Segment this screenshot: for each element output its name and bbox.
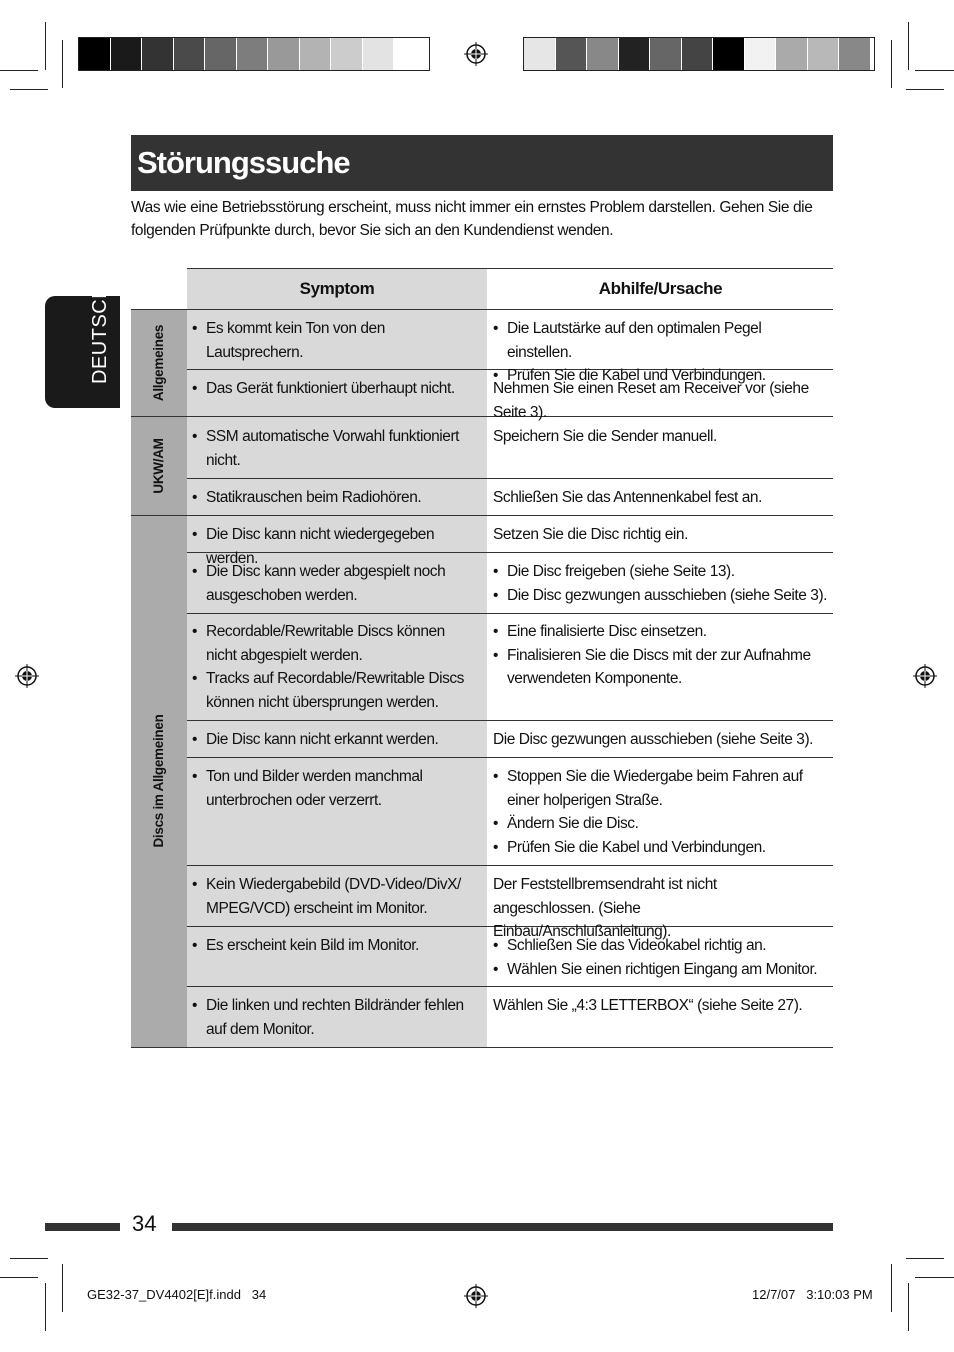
symptom-item: • SSM automatische Vorwahl funktioniert nicht. <box>192 425 467 472</box>
color-swatch <box>142 38 174 70</box>
symptom-item: • Die Disc kann nicht erkannt werden. <box>192 728 480 752</box>
remedy-item: • Ändern Sie die Disc. <box>493 812 828 836</box>
page-title: Störungssuche <box>137 145 350 180</box>
remedy-text: Der Feststellbremsendraht ist nicht angeschlossen. (Siehe Einbau/Anschlußanleitung). <box>493 876 717 940</box>
category-label-allgemeines: Allgemeines <box>151 324 166 402</box>
color-swatch <box>619 38 651 70</box>
symptom-cell <box>192 560 452 607</box>
remedy-text: Speichern Sie die Sender manuell. <box>493 428 717 445</box>
symptom-cell <box>192 486 480 510</box>
remedy-cell <box>493 620 811 691</box>
crop-mark <box>45 22 46 70</box>
color-calibration-bar-left <box>78 37 430 71</box>
file-info: GE32-37_DV4402[E]f.indd 34 <box>87 1287 267 1302</box>
color-swatch <box>556 38 588 70</box>
row-divider <box>187 757 833 758</box>
symptom-item: • Kein Wiedergabebild (DVD-Video/DivX/ MPEG/VCD) erscheint im Monitor. <box>192 873 467 920</box>
symptom-item: • Die Disc kann nicht wiedergegeben werden. <box>192 523 480 570</box>
symptom-item: • Die Disc kann weder abgespielt noch ausgeschoben werden. <box>192 560 452 607</box>
symptom-item: • Tracks auf Recordable/Rewritable Discs können nicht übersprungen werden. <box>192 667 474 714</box>
color-swatch <box>331 38 363 70</box>
crop-mark <box>915 1277 954 1278</box>
color-swatch <box>111 38 143 70</box>
row-divider <box>187 613 833 614</box>
remedy-cell <box>493 934 828 981</box>
remedy-text: Die Disc gezwungen ausschieben (siehe Seite 3). <box>493 731 814 748</box>
color-swatch <box>682 38 714 70</box>
intro-paragraph: Was wie eine Betriebsstörung erscheint, muss nicht immer ein ernstes Problem darstellen. Gehen Sie die folgenden Prüfpunkte durch, bevor Sie sich an den Kundendienst wenden. <box>131 199 813 239</box>
crop-mark <box>62 40 63 88</box>
registration-mark-icon <box>464 1284 488 1308</box>
footer-bar-left <box>45 1223 120 1231</box>
symptom-cell <box>192 934 480 958</box>
symptom-cell <box>192 994 480 1041</box>
color-swatch <box>524 38 556 70</box>
color-swatch <box>394 38 426 70</box>
print-timestamp: 12/7/07 3:10:03 PM <box>752 1287 873 1302</box>
color-swatch <box>79 38 111 70</box>
symptom-item: • Statikrauschen beim Radiohören. <box>192 486 480 510</box>
crop-mark <box>10 1258 48 1259</box>
crop-mark <box>906 1258 944 1259</box>
color-swatch <box>745 38 777 70</box>
color-swatch <box>587 38 619 70</box>
column-header-remedy: Abhilfe/Ursache <box>488 269 833 309</box>
color-swatch <box>776 38 808 70</box>
remedy-item: • Eine finalisierte Disc einsetzen. <box>493 620 811 644</box>
color-calibration-bar-right <box>523 37 875 71</box>
color-swatch <box>363 38 395 70</box>
remedy-cell <box>493 560 828 607</box>
remedy-item: • Schließen Sie das Videokabel richtig an. <box>493 934 828 958</box>
row-divider <box>187 720 833 721</box>
registration-mark-icon <box>464 42 488 66</box>
table-bottom-rule <box>131 1047 833 1048</box>
crop-mark <box>908 1283 909 1331</box>
row-divider <box>187 865 833 866</box>
remedy-text: Setzen Sie die Disc richtig ein. <box>493 526 688 543</box>
crop-mark <box>906 89 944 90</box>
color-swatch <box>808 38 840 70</box>
symptom-item: • Es erscheint kein Bild im Monitor. <box>192 934 480 958</box>
crop-mark <box>891 1264 892 1312</box>
crop-mark <box>10 89 48 90</box>
registration-mark-icon <box>15 664 39 688</box>
remedy-item: • Die Disc freigeben (siehe Seite 13). <box>493 560 828 584</box>
page-number: 34 <box>132 1211 157 1236</box>
category-label-discs: Discs im Allgemeinen <box>151 714 166 848</box>
crop-mark <box>0 1277 38 1278</box>
remedy-item: • Die Lautstärke auf den optimalen Pegel einstellen. <box>493 317 828 364</box>
language-tab-label: DEUTSCH <box>89 283 111 384</box>
remedy-cell <box>493 765 828 859</box>
color-swatch <box>839 38 871 70</box>
symptom-cell <box>192 765 437 812</box>
remedy-text: Nehmen Sie einen Reset am Receiver vor (siehe Seite 3). <box>493 380 809 421</box>
symptom-cell <box>192 620 474 714</box>
remedy-item: • Prüfen Sie die Kabel und Verbindungen. <box>493 364 828 388</box>
crop-mark <box>915 70 954 71</box>
symptom-item: • Ton und Bilder werden manchmal unterbrochen oder verzerrt. <box>192 765 437 812</box>
symptom-cell <box>192 728 480 752</box>
symptom-cell <box>192 377 480 401</box>
category-label-ukw-am: UKW/AM <box>151 438 166 494</box>
footer-bar-right <box>172 1223 833 1231</box>
color-swatch <box>300 38 332 70</box>
symptom-item: • Das Gerät funktioniert überhaupt nicht. <box>192 377 480 401</box>
remedy-item: • Die Disc gezwungen ausschieben (siehe Seite 3). <box>493 584 828 608</box>
color-swatch <box>713 38 745 70</box>
color-swatch <box>174 38 206 70</box>
remedy-item: • Finalisieren Sie die Discs mit der zur Aufnahme verwendeten Komponente. <box>493 644 811 691</box>
column-header-symptom: Symptom <box>187 269 487 309</box>
crop-mark <box>0 70 38 71</box>
color-swatch <box>650 38 682 70</box>
crop-mark <box>891 40 892 88</box>
remedy-item: • Stoppen Sie die Wiedergabe beim Fahren auf einer holperigen Straße. <box>493 765 828 812</box>
symptom-item: • Die linken und rechten Bildränder fehlen auf dem Monitor. <box>192 994 480 1041</box>
symptom-item: • Recordable/Rewritable Discs können nicht abgespielt werden. <box>192 620 474 667</box>
symptom-cell <box>192 425 467 472</box>
color-swatch <box>237 38 269 70</box>
crop-mark <box>45 1283 46 1331</box>
remedy-item: • Prüfen Sie die Kabel und Verbindungen. <box>493 836 828 860</box>
crop-mark <box>908 22 909 70</box>
color-swatch <box>205 38 237 70</box>
remedy-item: • Wählen Sie einen richtigen Eingang am Monitor. <box>493 958 828 982</box>
crop-mark <box>62 1264 63 1312</box>
row-divider <box>187 986 833 987</box>
row-divider <box>187 478 833 479</box>
symptom-cell <box>192 317 480 364</box>
remedy-text: Wählen Sie „4:3 LETTERBOX“ (siehe Seite 27). <box>493 997 803 1014</box>
registration-mark-icon <box>913 664 937 688</box>
remedy-text: Schließen Sie das Antennenkabel fest an. <box>493 489 762 506</box>
symptom-item: • Es kommt kein Ton von den Lautsprechern. <box>192 317 480 364</box>
row-divider <box>131 515 833 516</box>
symptom-cell <box>192 873 467 920</box>
color-swatch <box>268 38 300 70</box>
